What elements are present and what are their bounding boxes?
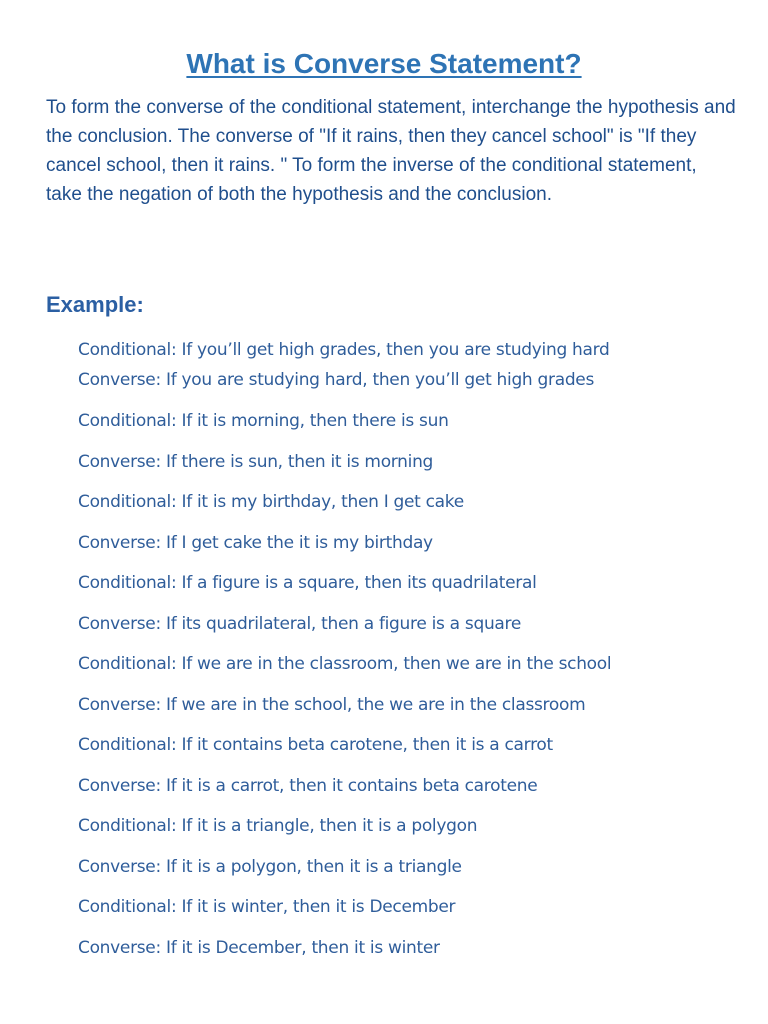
- example-line-converse: Converse: If I get cake the it is my birthday: [78, 533, 433, 553]
- example-line-converse: Converse: If you are studying hard, then you’ll get high grades: [78, 370, 595, 390]
- example-heading: Example:: [46, 292, 144, 317]
- example-line-conditional: Conditional: If it is winter, then it is December: [78, 897, 456, 917]
- example-line-conditional: Conditional: If we are in the classroom, then we are in the school: [78, 654, 612, 674]
- example-line-conditional: Conditional: If it is my birthday, then I get cake: [78, 492, 464, 512]
- intro-paragraph: To form the converse of the conditional statement, interchange the hypothesis and the conclusion. The converse of "If it rains, then they cancel school" is "If they cancel school, then it rains. " To form the inverse of the conditional statement, take the negation of both the hypothesis and the conclusion.: [46, 97, 736, 205]
- example-line-conditional: Conditional: If you’ll get high grades, then you are studying hard: [78, 340, 610, 360]
- example-line-conditional: Conditional: If a figure is a square, then its quadrilateral: [78, 573, 537, 593]
- example-line-conditional: Conditional: If it contains beta carotene, then it is a carrot: [78, 735, 553, 755]
- example-line-converse: Converse: If it is December, then it is winter: [78, 938, 440, 958]
- page-title: What is Converse Statement?: [186, 48, 582, 79]
- example-line-converse: Converse: If its quadrilateral, then a figure is a square: [78, 614, 522, 634]
- example-line-conditional: Conditional: If it is a triangle, then it is a polygon: [78, 816, 478, 836]
- example-line-converse: Converse: If it is a carrot, then it contains beta carotene: [78, 776, 538, 796]
- example-line-conditional: Conditional: If it is morning, then there is sun: [78, 411, 449, 431]
- example-line-converse: Converse: If we are in the school, the we are in the classroom: [78, 695, 586, 715]
- example-line-converse: Converse: If there is sun, then it is morning: [78, 452, 434, 472]
- example-line-converse: Converse: If it is a polygon, then it is a triangle: [78, 857, 462, 877]
